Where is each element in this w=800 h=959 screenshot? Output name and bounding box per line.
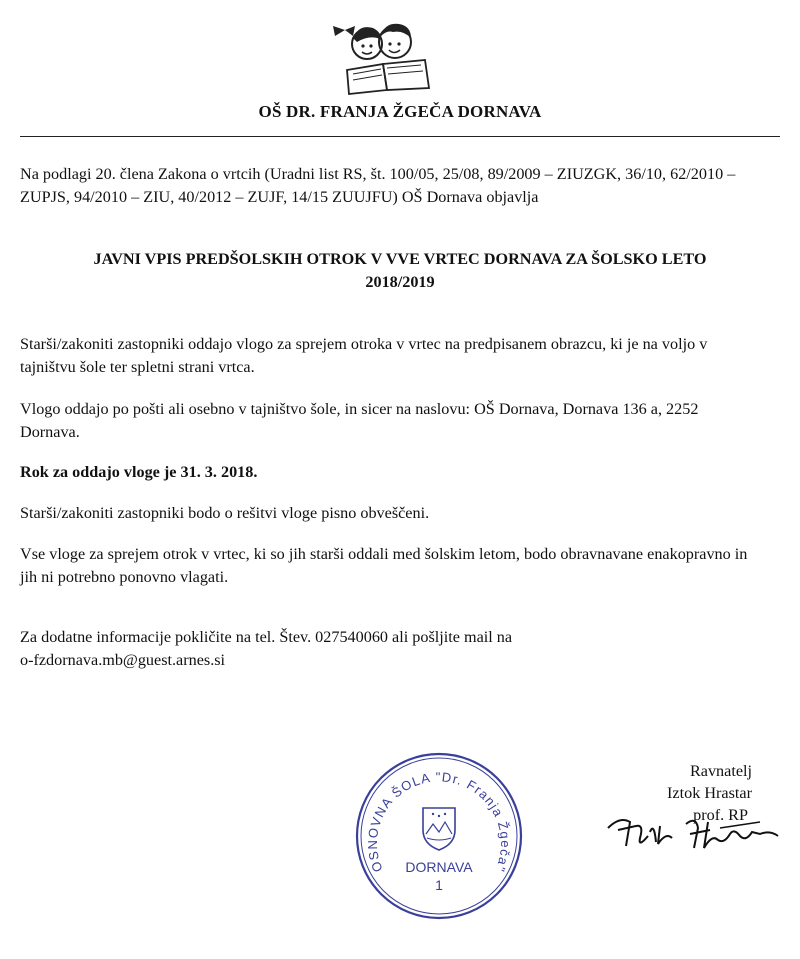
signatory-title: prof. RP (693, 806, 748, 824)
stamp-place: DORNAVA (405, 859, 473, 875)
paragraph-equal-treatment: Vse vloge za sprejem otrok v vrtec, ki so jih starši oddali med šolskim letom, bodo obravnavane enakopravno in jih ni potrebno ponovno vlagati. (20, 545, 748, 586)
coat-of-arms-icon (423, 808, 455, 850)
signatory-name: Iztok Hrastar (667, 784, 752, 802)
school-name: OŠ DR. FRANJA ŽGEČA DORNAVA (258, 102, 542, 121)
stamp-arc-text: OSNOVNA ŠOLA "Dr. Franja Žgeča" (364, 769, 514, 875)
paragraph-notification: Starši/zakoniti zastopniki bodo o rešitvi vloge pisno obveščeni. (20, 504, 430, 522)
handwritten-signature (600, 808, 790, 858)
announcement-title-line2: 2018/2019 (365, 273, 435, 291)
deadline-text: Rok za oddajo vloge je 31. 3. 2018. (20, 463, 258, 481)
contact-email[interactable]: o-fzdornava.mb@guest.arnes.si (20, 651, 226, 669)
announcement-title-line1: JAVNI VPIS PREDŠOLSKIH OTROK V VVE VRTEC DORNAVA ZA ŠOLSKO LETO (93, 250, 707, 268)
paragraph-application-form: Starši/zakoniti zastopniki oddajo vlogo za sprejem otroka v vrtec na predpisanem obrazcu, ki je na voljo v tajništvu šole ter spletni strani vrtca. (20, 335, 708, 376)
intro-paragraph: Na podlagi 20. člena Zakona o vrtcih (Uradni list RS, št. 100/05, 25/08, 89/2009 – ZIUZGK, 36/10, 62/2010 – ZUPJS, 94/2010 – ZIU, 40/2012 – ZUJF, 14/15 ZUUJFU) OŠ Dornava objavlja (20, 165, 736, 206)
school-logo-icon (327, 8, 447, 98)
paragraph-submission-address: Vlogo oddajo po pošti ali osebno v tajništvo šole, in sicer na naslovu: OŠ Dornava, Dornava 136 a, 2252 Dornava. (20, 400, 699, 441)
school-stamp (353, 750, 525, 922)
header-divider (20, 136, 780, 137)
stamp-number: 1 (435, 877, 443, 893)
contact-text: Za dodatne informacije pokličite na tel. Štev. 027540060 ali pošljite mail na (20, 628, 513, 646)
signatory-role: Ravnatelj (689, 762, 752, 780)
